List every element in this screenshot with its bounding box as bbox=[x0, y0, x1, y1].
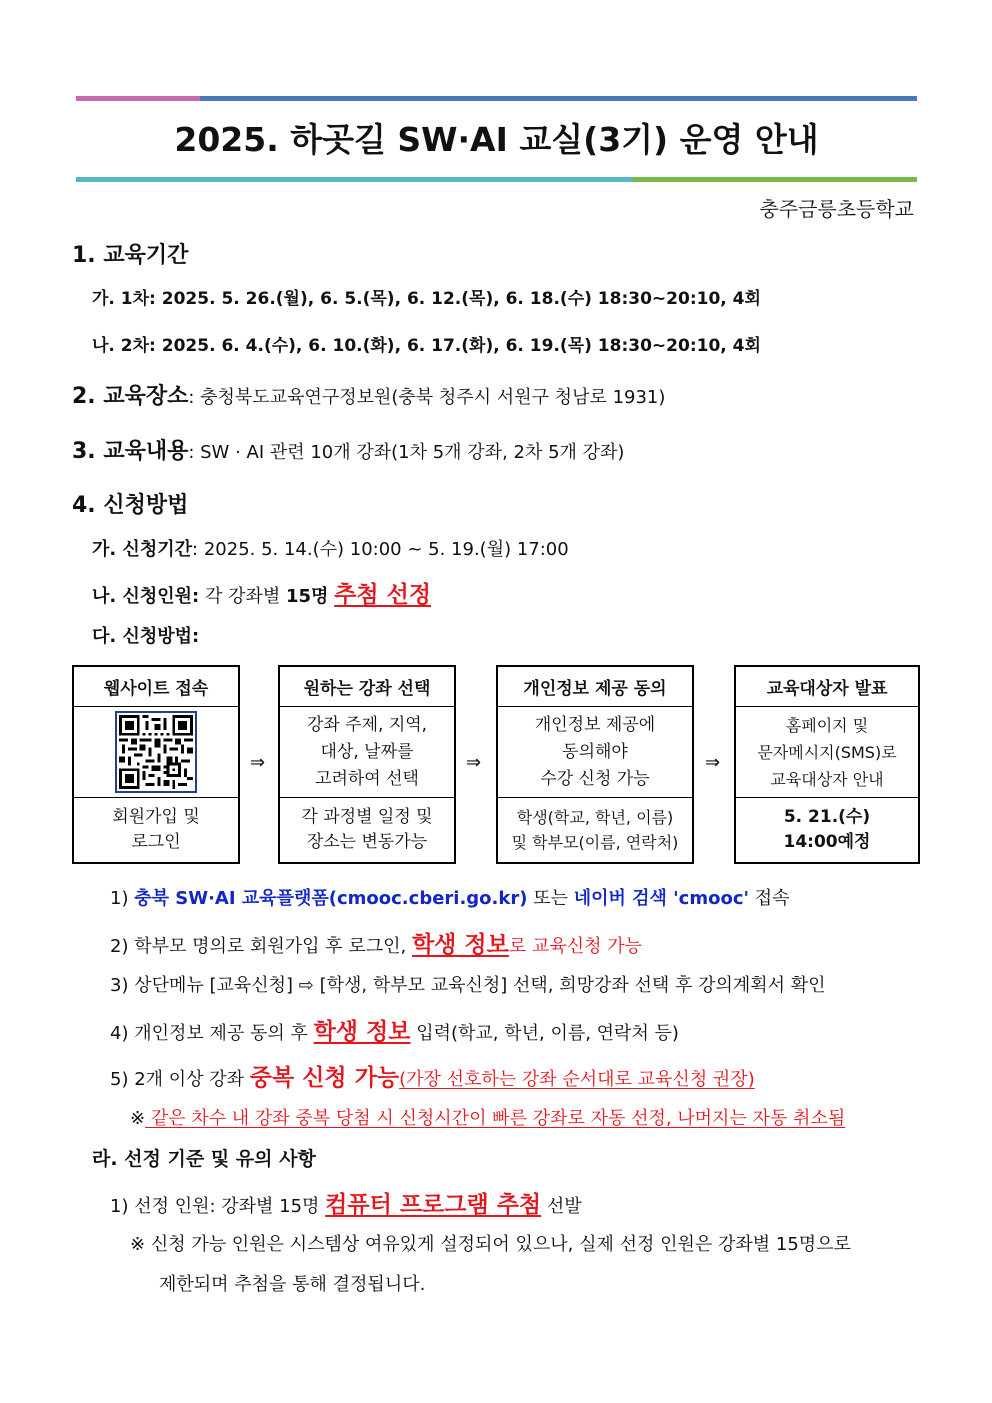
section-place bbox=[72, 379, 665, 410]
step-4-text: 개인정보 제공 동의 후 bbox=[128, 1023, 314, 1044]
flow-box-select-f1: 각 과정별 일정 및 bbox=[301, 807, 433, 827]
step-3-num: 3) bbox=[110, 975, 129, 996]
step-5 bbox=[110, 1059, 755, 1092]
step-1-mid: 또는 bbox=[527, 888, 574, 909]
flow-box-consent-m2: 동의해야 bbox=[562, 741, 628, 762]
flow-box-select-m2: 대상, 날짜를 bbox=[320, 741, 414, 762]
flow-box-select-m3: 고려하여 선택 bbox=[315, 768, 419, 789]
apply-people-value: 각 강좌별 bbox=[199, 586, 286, 607]
step-4 bbox=[110, 1013, 679, 1046]
flow-box-select-f2: 장소는 변동가능 bbox=[306, 832, 428, 852]
period-round-2: 나. 2차: 2025. 6. 4.(수), 6. 10.(화), 6. 17.(화), 6. 19.(목) 18:30~20:10, 4회 bbox=[92, 336, 761, 356]
step-5-red: (가장 선호하는 강좌 순서대로 교육신청 권장) bbox=[399, 1069, 755, 1090]
selection-line-1 bbox=[110, 1186, 582, 1219]
selection-end: 선발 bbox=[541, 1196, 582, 1217]
flow-box-consent bbox=[496, 665, 694, 864]
section-place-heading: 2. 교육장소 bbox=[72, 384, 189, 409]
step-note bbox=[130, 1104, 845, 1130]
flow-arrow-2: ⇒ bbox=[466, 752, 482, 773]
flow-box-select bbox=[278, 665, 456, 864]
flow-box-website-footer-1: 회원가입 및 bbox=[112, 807, 200, 827]
naver-search-text: 네이버 검색 'cmooc' bbox=[573, 888, 750, 909]
flow-box-select-m1: 강좌 주제, 지역, bbox=[306, 714, 428, 735]
step-1 bbox=[110, 884, 790, 910]
section-place-desc: : 충청북도교육연구정보원(충북 청주시 서원구 청남로 1931) bbox=[188, 387, 666, 408]
step-5-text: 2개 이상 강좌 bbox=[128, 1069, 250, 1090]
flow-box-consent-f2: 및 학부모(이름, 연락처) bbox=[511, 833, 679, 852]
selection-note-text-1: 신청 가능 인원은 시스템상 여유있게 설정되어 있으나, 실제 선정 인원은 강좌별 15명으로 bbox=[145, 1234, 851, 1255]
step-5-num: 5) bbox=[110, 1069, 129, 1090]
step-2-highlight: 학생 정보 bbox=[411, 932, 509, 958]
flow-box-website-header: 웹사이트 접속 bbox=[74, 667, 238, 707]
school-name: 충주금릉초등학교 bbox=[759, 197, 914, 221]
flow-box-announce bbox=[734, 665, 920, 864]
selection-note-1 bbox=[130, 1230, 851, 1256]
apply-people-select: 추첨 선정 bbox=[334, 582, 432, 608]
flow-box-consent-f1: 학생(학교, 학년, 이름) bbox=[516, 808, 674, 827]
flow-box-announce-f2: 14:00예정 bbox=[783, 832, 871, 852]
apply-people-count: 15명 bbox=[285, 586, 329, 607]
flow-box-announce-m3: 교육대상자 안내 bbox=[770, 769, 884, 789]
flow-box-announce-m2: 문자메시지(SMS)로 bbox=[757, 742, 897, 762]
flow-box-website-footer-2: 로그인 bbox=[131, 832, 181, 852]
selection-note-2: 제한되며 추첨을 통해 결정됩니다. bbox=[159, 1274, 426, 1295]
step-1-end: 접속 bbox=[749, 888, 790, 909]
flow-box-website bbox=[72, 665, 240, 864]
flow-box-consent-header: 개인정보 제공 동의 bbox=[498, 667, 692, 707]
section-apply-heading: 4. 신청방법 bbox=[72, 493, 189, 518]
section-content-heading: 3. 교육내용 bbox=[72, 439, 189, 464]
section-content bbox=[72, 434, 624, 465]
qr-code-icon[interactable] bbox=[115, 711, 197, 793]
flow-box-announce-f1: 5. 21.(수) bbox=[783, 807, 871, 827]
section-content-desc: : SW · AI 관련 10개 강좌(1차 5개 강좌, 2차 5개 강좌) bbox=[188, 442, 625, 463]
selection-text: 선정 인원: 강좌별 15명 bbox=[128, 1196, 326, 1217]
selection-highlight: 컴퓨터 프로그램 추첨 bbox=[325, 1192, 542, 1218]
apply-people bbox=[92, 576, 431, 609]
step-4-highlight: 학생 정보 bbox=[313, 1019, 411, 1045]
flow-box-consent-m3: 수강 신청 가능 bbox=[540, 768, 650, 789]
step-2-red: 로 교육신청 가능 bbox=[508, 936, 643, 957]
step-2-text: 학부모 명의로 회원가입 후 로그인, bbox=[128, 936, 412, 957]
flow-box-announce-m1: 홈페이지 및 bbox=[785, 715, 869, 735]
period-round-1: 가. 1차: 2025. 5. 26.(월), 6. 5.(목), 6. 12.(목), 6. 18.(수) 18:30~20:10, 4회 bbox=[92, 289, 761, 309]
bottom-bar-teal bbox=[76, 177, 632, 182]
bottom-bar-green bbox=[632, 177, 917, 182]
step-2-num: 2) bbox=[110, 936, 129, 957]
top-bar-pink bbox=[76, 96, 200, 101]
flow-box-select-header: 원하는 강좌 선택 bbox=[280, 667, 454, 707]
step-3 bbox=[110, 971, 826, 997]
apply-method-label: 다. 신청방법: bbox=[92, 626, 200, 647]
step-5-highlight: 중복 신청 가능 bbox=[249, 1065, 400, 1091]
step-1-num: 1) bbox=[110, 888, 129, 909]
apply-period-value: : 2025. 5. 14.(수) 10:00 ~ 5. 19.(월) 17:00 bbox=[192, 539, 569, 560]
flow-box-announce-header: 교육대상자 발표 bbox=[736, 667, 918, 707]
platform-link[interactable]: 충북 SW·AI 교육플랫폼(cmooc.cberi.go.kr) bbox=[134, 888, 528, 909]
flow-arrow-1: ⇒ bbox=[250, 752, 266, 773]
flow-box-consent-m1: 개인정보 제공에 bbox=[534, 714, 656, 735]
step-2 bbox=[110, 926, 642, 959]
top-bar-blue bbox=[200, 96, 917, 101]
section-period-heading: 1. 교육기간 bbox=[72, 243, 189, 268]
step-4-end: 입력(학교, 학년, 이름, 연락처 등) bbox=[410, 1023, 679, 1044]
step-3-text: 상단메뉴 [교육신청] ⇨ [학생, 학부모 교육신청] 선택, 희망강좌 선택 후 강의계획서 확인 bbox=[128, 975, 826, 996]
selection-heading: 라. 선정 기준 및 유의 사항 bbox=[92, 1148, 316, 1170]
selection-num: 1) bbox=[110, 1196, 129, 1217]
apply-period bbox=[92, 535, 569, 561]
step-note-text: 같은 차수 내 강좌 중복 당첨 시 신청시간이 빠른 강좌로 자동 선정, 나머지는 자동 취소됨 bbox=[145, 1108, 846, 1129]
apply-period-label: 가. 신청기간 bbox=[92, 539, 193, 560]
step-4-num: 4) bbox=[110, 1023, 129, 1044]
apply-people-label: 나. 신청인원: bbox=[92, 586, 200, 607]
flow-box-website-footer bbox=[74, 798, 238, 862]
note-mark: ※ bbox=[130, 1108, 146, 1129]
selection-note-mark: ※ bbox=[130, 1234, 146, 1255]
flow-arrow-3: ⇒ bbox=[705, 752, 721, 773]
page-title: 2025. 하곳길 SW·AI 교실(3기) 운영 안내 bbox=[174, 120, 819, 159]
